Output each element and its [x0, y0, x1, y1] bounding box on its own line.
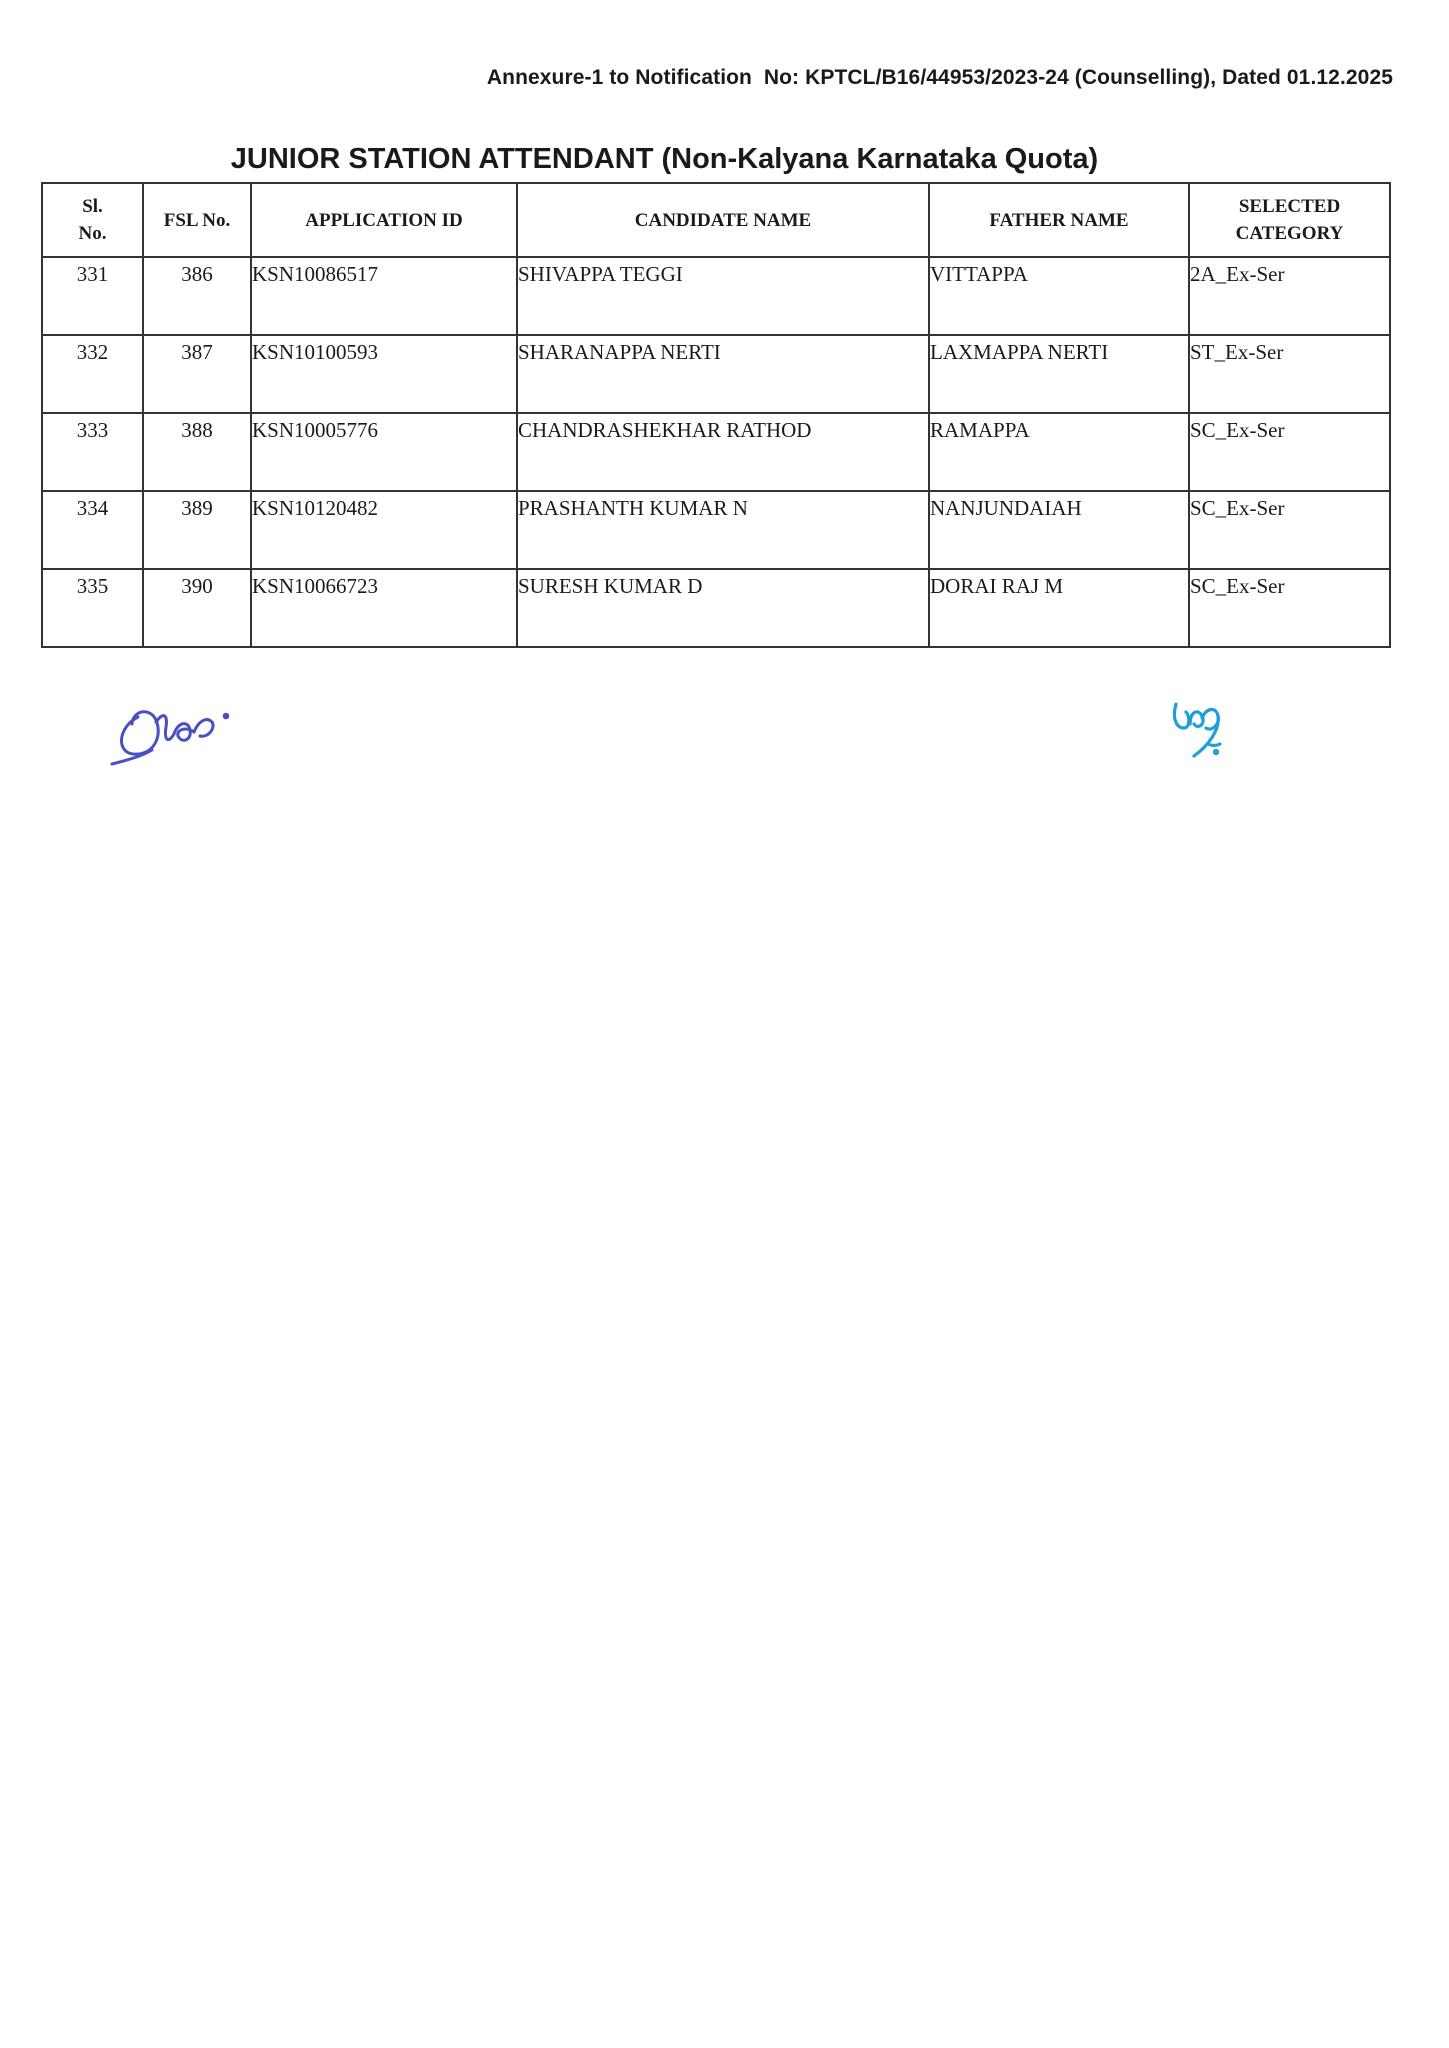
cell-sl-no: 334	[42, 491, 143, 569]
column-header-candidate-name: CANDIDATE NAME	[517, 183, 929, 257]
table-row	[42, 413, 1390, 491]
cell-application-id: KSN10120482	[251, 491, 517, 569]
cell-sl-no: 332	[42, 335, 143, 413]
cell-candidate-name: SURESH KUMAR D	[517, 569, 929, 647]
column-header-application-id: APPLICATION ID	[251, 183, 517, 257]
cell-application-id: KSN10100593	[251, 335, 517, 413]
cell-selected-category: SC_Ex-Ser	[1189, 569, 1390, 647]
handwritten-signature-right-icon	[1168, 694, 1238, 774]
cell-fsl-no: 390	[143, 569, 251, 647]
cell-candidate-name: CHANDRASHEKHAR RATHOD	[517, 413, 929, 491]
table-row	[42, 257, 1390, 335]
cell-fsl-no: 389	[143, 491, 251, 569]
table-row	[42, 569, 1390, 647]
cell-father-name: DORAI RAJ M	[929, 569, 1189, 647]
cell-candidate-name: SHIVAPPA TEGGI	[517, 257, 929, 335]
cell-fsl-no: 388	[143, 413, 251, 491]
cell-application-id: KSN10086517	[251, 257, 517, 335]
header-category-line1: SELECTED	[1238, 196, 1341, 217]
table-header-row	[42, 183, 1390, 257]
cell-sl-no: 333	[42, 413, 143, 491]
cell-fsl-no: 387	[143, 335, 251, 413]
cell-fsl-no: 386	[143, 257, 251, 335]
cell-selected-category: SC_Ex-Ser	[1189, 413, 1390, 491]
signature-left	[108, 682, 238, 777]
cell-father-name: RAMAPPA	[929, 413, 1189, 491]
cell-sl-no: 335	[42, 569, 143, 647]
header-category-line2: CATEGORY	[1235, 223, 1344, 244]
column-header-father-name: FATHER NAME	[929, 183, 1189, 257]
cell-father-name: VITTAPPA	[929, 257, 1189, 335]
cell-application-id: KSN10005776	[251, 413, 517, 491]
cell-selected-category: 2A_Ex-Ser	[1189, 257, 1390, 335]
cell-selected-category: ST_Ex-Ser	[1189, 335, 1390, 413]
handwritten-signature-left-icon	[108, 682, 238, 772]
cell-sl-no: 331	[42, 257, 143, 335]
table-row	[42, 335, 1390, 413]
column-header-selected-category	[1189, 183, 1390, 257]
column-header-fsl-no: FSL No.	[143, 183, 251, 257]
selection-table	[41, 182, 1391, 648]
signature-right	[1168, 694, 1238, 779]
cell-candidate-name: PRASHANTH KUMAR N	[517, 491, 929, 569]
cell-selected-category: SC_Ex-Ser	[1189, 491, 1390, 569]
document-title: JUNIOR STATION ATTENDANT (Non-Kalyana Karnataka Quota)	[230, 143, 1099, 175]
header-sl-line2: No.	[78, 223, 107, 244]
cell-application-id: KSN10066723	[251, 569, 517, 647]
header-sl-line1: Sl.	[82, 196, 103, 217]
annexure-reference: Annexure-1 to Notification No: KPTCL/B16/44953/2023-24 (Counselling), Dated 01.12.2025	[486, 66, 1393, 89]
cell-candidate-name: SHARANAPPA NERTI	[517, 335, 929, 413]
cell-father-name: LAXMAPPA NERTI	[929, 335, 1189, 413]
table-row	[42, 491, 1390, 569]
cell-father-name: NANJUNDAIAH	[929, 491, 1189, 569]
column-header-sl-no	[42, 183, 143, 257]
